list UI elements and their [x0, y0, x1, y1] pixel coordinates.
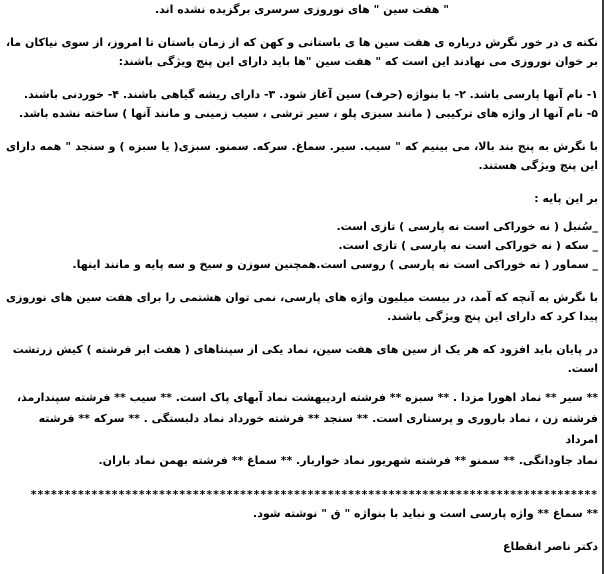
intro-paragraph: نکته ی در خور نگرش درباره ی هفت سین ها ی باستانی و کهن که از زمان باستان تا امروز، از سوی نیاکان ما، بر خوان نوروزی می نهادند این است که " هفت سین "ها باید دارای این پنج ویژگی باشند: [6, 36, 598, 68]
spacer [6, 471, 598, 485]
spacer [6, 19, 598, 33]
symbols-line-3: نماد جاودانگی. ** سمنو ** فرشته شهریور نماد خواربار. ** سماغ ** فرشته بهمن نماد باران. [98, 454, 598, 467]
symbols-line-2: فرشته زن ، نماد باروری و پرستاری است. ** سنجد ** فرشته خورداد نماد دلبستگی . ** سرکه ** فرشته امرداد [38, 412, 598, 446]
spacer [6, 208, 598, 217]
separator-stars: ************************************************************************************ [30, 488, 598, 501]
exclusion-item-3: _ سماور ( نه خوراکی است نه پارسی ) روسی است.همچنین سوزن و سیخ و سه پایه و مانند اینها. [72, 258, 598, 271]
criteria-line-2: ۵- نام آنها از واژه های ترکیبی ( مانند سبزی پلو ، سیر ترشی ، سیب زمینی و مانند آنها ) ساخته نشده باشد. [18, 107, 598, 120]
criteria-line-1: ۱- نام آنها پارسی باشد. ۲- با بنواژه (حرف) سین آغاز شود. ۳- دارای ریشه گیاهی باشند. ۴- خوردنی باشند. [23, 88, 598, 101]
exclusion-item-2: _ سکه ( نه خوراکی است نه پارسی ) تازی است. [338, 239, 598, 252]
footnote-line: ** سماغ ** واژه پارسی است و نباید با بنواژه " ق " نوشته شود. [253, 507, 598, 520]
million-words-paragraph: با نگرش به آنچه که آمد، در بیست میلیون واژه های پارسی، نمی توان هشتمی را برای هفت سین های نوروزی پیدا کرد که دارای این پنج ویژگی باشند. [6, 291, 598, 323]
spacer [6, 175, 598, 189]
spacer [6, 378, 598, 387]
title-line: " هفت سین " های نوروزی سرسری برگزیده نشده اند. [155, 3, 449, 16]
author-signature: دکتر ناصر انقطاع [503, 540, 598, 553]
spacer [6, 71, 598, 85]
symbol-intro-paragraph: در پایان باید افزود که هر یک از سین های هفت سین، نماد یکی از سپنتاهای ( هفت ابر فرشته ) کیش زرتشت است. [12, 343, 598, 375]
spacer [6, 274, 598, 288]
document-body [6, 0, 598, 556]
spacer [6, 326, 598, 340]
examples-paragraph: با نگرش به پنج بند بالا، می بینیم که " سیب. سیر. سماغ. سرکه. سمنو. سبزی( یا سبزه ) و سنجد " همه دارای این پنج ویژگی هستند. [6, 140, 598, 172]
on-this-basis-line: بر این پایه : [534, 192, 598, 205]
spacer [6, 523, 598, 537]
exclusion-item-1: _سُنبل ( نه خوراکی است نه پارسی ) تازی است. [336, 220, 598, 233]
symbols-line-1: ** سیر ** نماد اهورا مزدا . ** سبزه ** فرشته اردیبهشت نماد آبهای پاک است. ** سیب ** فرشته سپندارمذ، [17, 391, 598, 404]
spacer [6, 123, 598, 137]
